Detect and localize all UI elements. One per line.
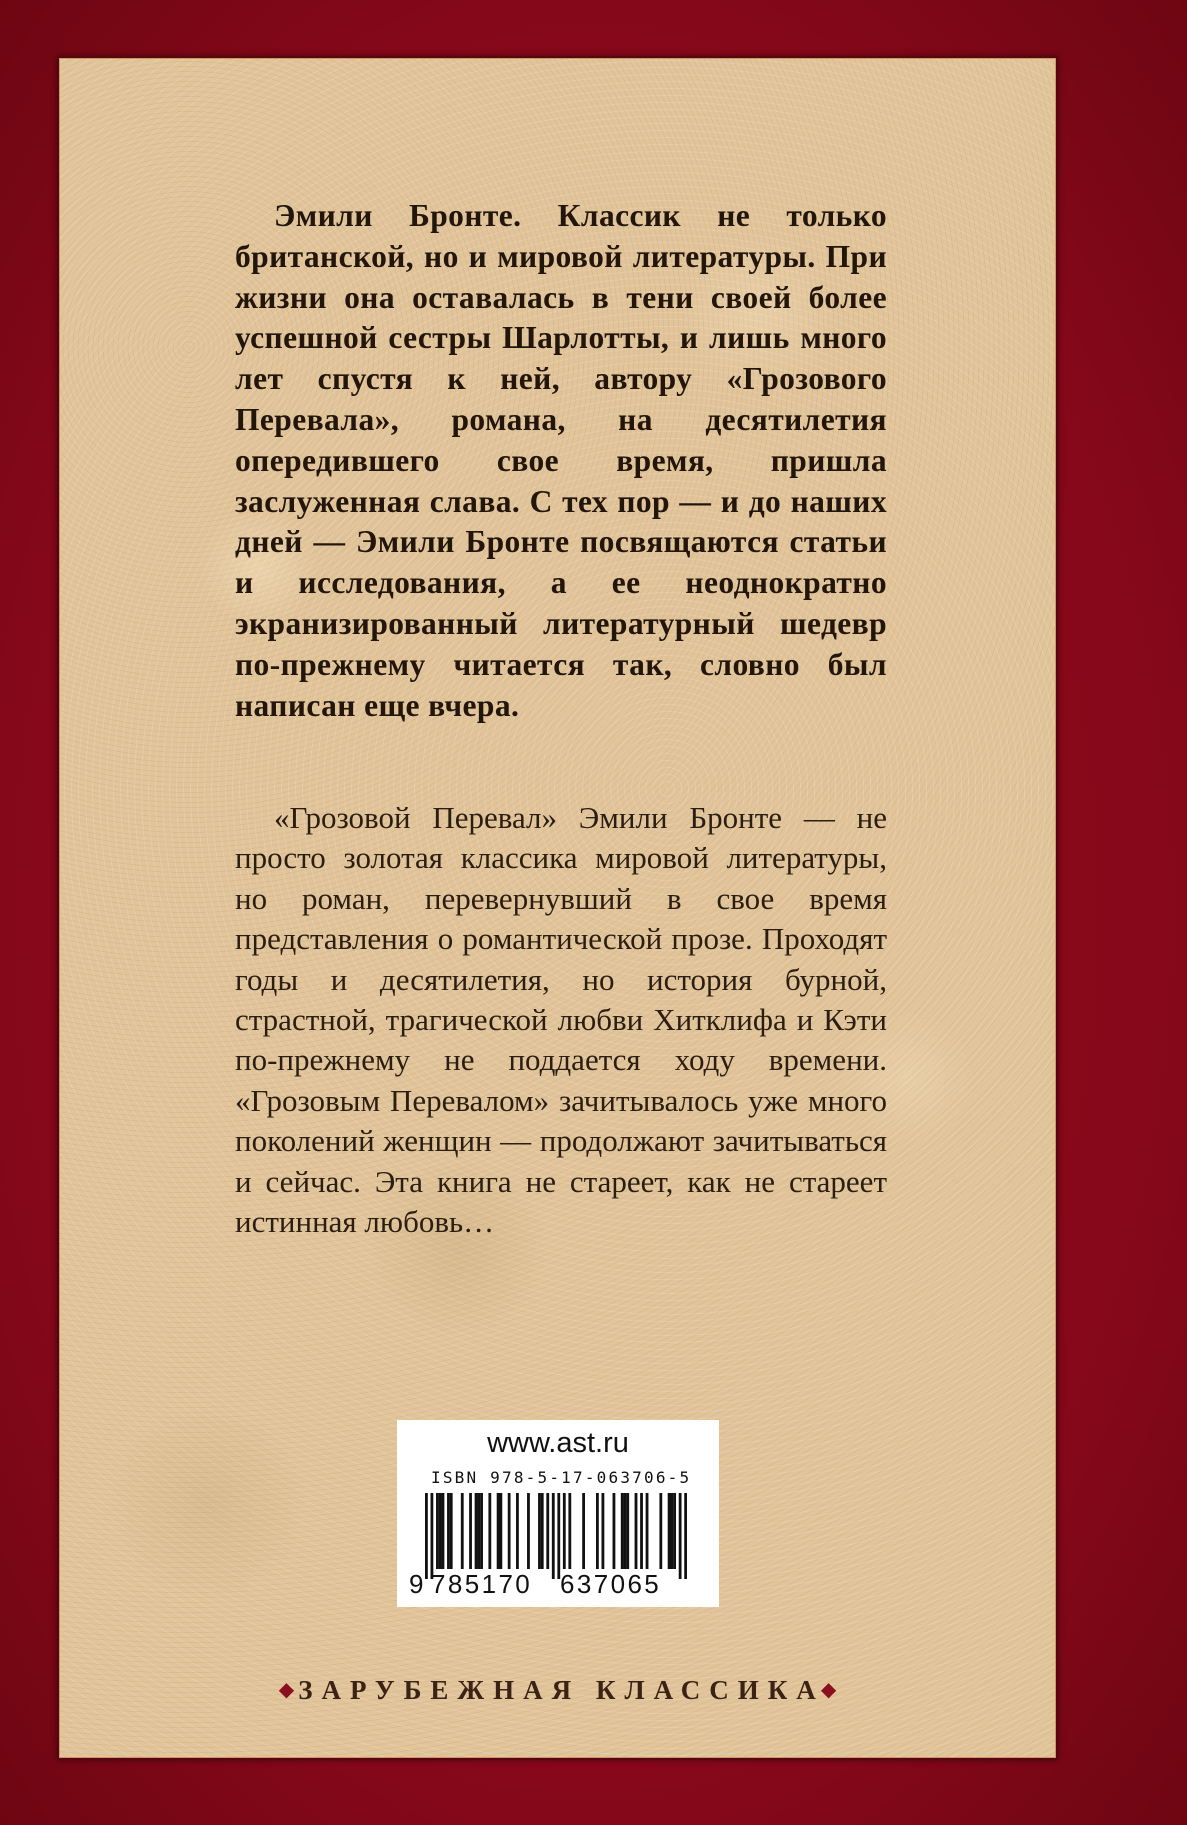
- barcode-bar: [447, 1493, 450, 1569]
- barcode-bar: [488, 1493, 491, 1569]
- barcode-bar: [596, 1493, 599, 1569]
- barcode-bar: [541, 1493, 544, 1569]
- diamond-ornament-icon: ◆: [278, 1679, 295, 1701]
- barcode-bar: [431, 1493, 434, 1579]
- barcode-bar: [527, 1493, 530, 1569]
- ean-first-digit: 9: [409, 1569, 424, 1599]
- barcode-bar: [442, 1493, 445, 1569]
- barcode-bar: [613, 1493, 616, 1569]
- barcode-bar: [635, 1493, 638, 1569]
- barcode-bar: [670, 1493, 673, 1569]
- barcode-bar: [602, 1493, 605, 1569]
- publisher-website: www.ast.ru: [487, 1427, 629, 1459]
- barcode-bar: [673, 1493, 676, 1569]
- barcode-bar: [538, 1493, 541, 1569]
- barcode-bar: [497, 1493, 500, 1569]
- barcode-bar: [450, 1493, 453, 1569]
- barcode-sticker: [397, 1420, 719, 1607]
- barcode-bar: [659, 1493, 662, 1569]
- barcode-bar: [568, 1493, 571, 1569]
- barcode-bar: [508, 1493, 511, 1569]
- barcode-bar: [439, 1493, 442, 1569]
- barcode-bar: [499, 1493, 502, 1569]
- barcode-bar: [469, 1493, 472, 1569]
- series-label: ЗАРУБЕЖНАЯ КЛАССИКА: [298, 1675, 825, 1705]
- barcode-bar: [684, 1493, 687, 1579]
- barcode-bar: [516, 1493, 519, 1569]
- barcode-bar: [679, 1493, 682, 1579]
- diamond-ornament-icon: ◆: [820, 1679, 837, 1701]
- barcode-bar: [480, 1493, 483, 1569]
- barcode-bar: [582, 1493, 585, 1569]
- barcode-bar: [552, 1493, 555, 1579]
- barcode-bar: [461, 1493, 464, 1569]
- isbn-number: ISBN 978-5-17-063706-5: [431, 1468, 692, 1487]
- barcode-bar: [546, 1493, 549, 1569]
- barcode-bar: [563, 1493, 566, 1569]
- series-banner: [57, 1675, 1058, 1705]
- ean-left-group: 785170: [431, 1569, 533, 1599]
- barcode-bars: [425, 1493, 687, 1579]
- barcode-bar: [668, 1493, 671, 1569]
- barcode-bar: [640, 1493, 643, 1569]
- novel-description-paragraph: «Грозовой Перевал» Эмили Бронте — не просто золотая классика мировой литературы, но роман, перевернувший в свое время представления о романтической прозе. Проходят годы и десятилетия, но история бурной, страстной, трагической любви Хитклифа и Кэти по-прежнему не поддается ходу времени. «Грозовым Перевалом» зачитывалось уже много поколений женщин — продолжают зачитываться и сейчас. Эта книга не стареет, как не стареет истинная любовь…: [235, 800, 887, 1240]
- barcode-bar: [477, 1493, 480, 1569]
- barcode-bar: [621, 1493, 624, 1569]
- barcode-bar: [626, 1493, 629, 1569]
- ean-right-group: 637065: [560, 1569, 662, 1599]
- barcode-bar: [557, 1493, 560, 1579]
- barcode-bar: [436, 1493, 439, 1569]
- barcode-bar: [646, 1493, 649, 1569]
- barcode-bar: [624, 1493, 627, 1569]
- barcode-bar: [475, 1493, 478, 1569]
- barcode-bar: [425, 1493, 428, 1579]
- author-description-paragraph: Эмили Бронте. Классик не только британской, но и мировой литературы. При жизни она оставалась в тени своей более успешной сестры Шарлотты, и лишь много лет спустя к ней, автору «Грозового Перевала», романа, на десятилетия опередившего свое время, пришла заслуженная слава. С тех пор — и до наших дней — Эмили Бронте посвящаются статьи и исследования, а ее неоднократно экранизированный литературный шедевр по-прежнему читается так, словно был написан еще вчера.: [235, 198, 887, 723]
